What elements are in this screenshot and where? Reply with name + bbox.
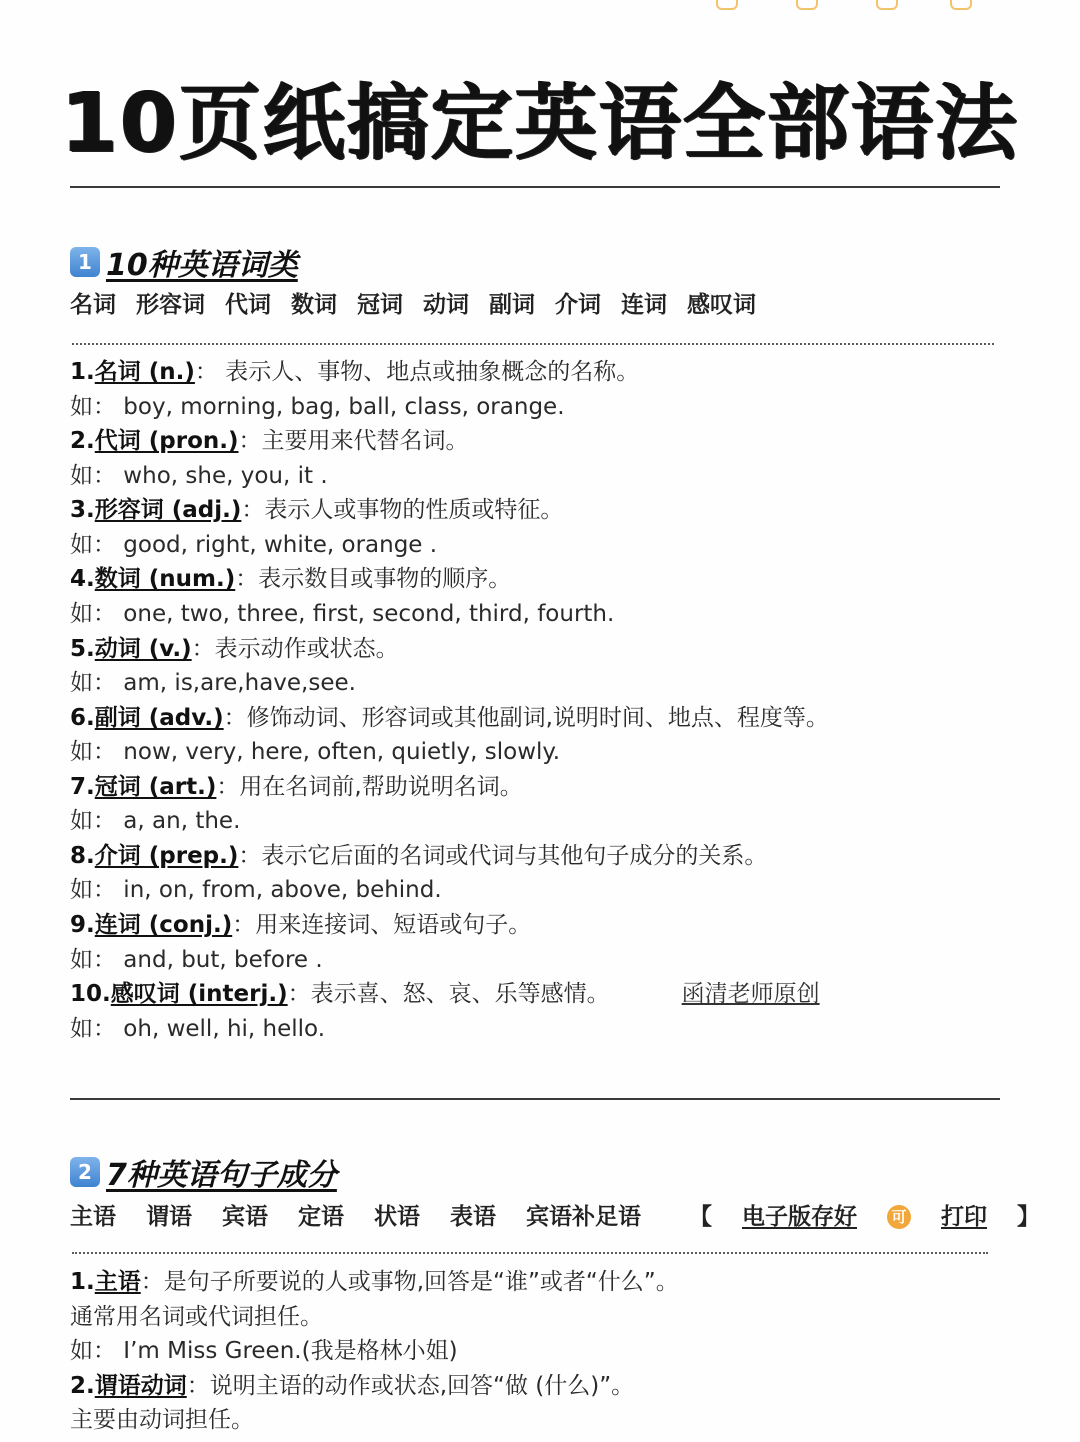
status-icon <box>876 0 898 10</box>
status-icon <box>950 0 972 10</box>
category-label: 代词 <box>225 291 271 318</box>
entry-example: 如： am, is,are,have,see. <box>70 670 356 696</box>
entry-definition: 1.主语：是句子所要说的人或事物,回答是“谁”或者“什么”。 <box>70 1269 679 1295</box>
category-label: 数词 <box>291 291 337 318</box>
entry-definition: 3.形容词 (adj.)：表示人或事物的性质或特征。 <box>70 497 564 523</box>
category-label: 介词 <box>555 291 601 318</box>
entry-example: 如： a, an, the. <box>70 808 241 834</box>
number-badge-icon: 1 <box>70 247 100 277</box>
category-label: 定语 <box>298 1203 344 1230</box>
entry-example: 如： who, she, you, it . <box>70 463 328 489</box>
author-signature: 函清老师原创 <box>681 981 820 1007</box>
page-title: 10页纸搞定英语全部语法 <box>60 76 1020 171</box>
dotted-divider <box>72 343 994 345</box>
category-label: 宾语 <box>222 1203 268 1230</box>
sentence-component-list <box>70 1197 1080 1231</box>
entry-example: 如： I’m Miss Green.(我是格林小姐) <box>70 1338 458 1364</box>
category-label: 主语 <box>70 1203 116 1230</box>
section-divider <box>70 1098 1000 1100</box>
word-class-list <box>70 285 776 319</box>
entry-definition: 1.名词 (n.)： 表示人、事物、地点或抽象概念的名称。 <box>70 359 640 385</box>
entry-definition: 2.代词 (pron.)：主要用来代替名词。 <box>70 428 469 454</box>
status-icon <box>796 0 818 10</box>
entry-example: 如： and, but, before . <box>70 947 323 973</box>
status-icon <box>716 0 738 10</box>
category-label: 动词 <box>423 291 469 318</box>
category-label: 副词 <box>489 291 535 318</box>
category-label: 宾语补足语 <box>526 1203 641 1230</box>
print-note: 【 电子版存好 可 打印 】 <box>689 1203 1040 1230</box>
entry-definition: 10.感叹词 (interj.)：表示喜、怒、哀、乐等感情。 函清老师原创 <box>70 981 820 1007</box>
entry-example: 如： good, right, white, orange . <box>70 532 438 558</box>
entry-definition: 4.数词 (num.)：表示数目或事物的顺序。 <box>70 566 512 592</box>
entry-definition: 9.连词 (conj.)：用来连接词、短语或句子。 <box>70 912 532 938</box>
category-label: 连词 <box>621 291 667 318</box>
section-1-header <box>70 242 298 282</box>
entry-definition: 5.动词 (v.)：表示动作或状态。 <box>70 636 399 662</box>
entry-example: 如： oh, well, hi, hello. <box>70 1016 326 1042</box>
entry-definition: 8.介词 (prep.)：表示它后面的名词或代词与其他句子成分的关系。 <box>70 843 768 869</box>
number-badge-icon: 2 <box>70 1157 100 1187</box>
category-label: 名词 <box>70 291 116 318</box>
category-label: 表语 <box>450 1203 496 1230</box>
entry-note: 通常用名词或代词担任。 <box>70 1304 323 1330</box>
entry-note: 主要由动词担任。 <box>70 1407 254 1433</box>
category-label: 感叹词 <box>687 291 756 318</box>
entry-definition: 6.副词 (adv.)：修饰动词、形容词或其他副词,说明时间、地点、程度等。 <box>70 705 829 731</box>
category-label: 形容词 <box>136 291 205 318</box>
section-2-header <box>70 1152 337 1192</box>
entry-definition: 7.冠词 (art.)：用在名词前,帮助说明名词。 <box>70 774 523 800</box>
top-status-strip <box>0 0 1080 8</box>
entry-example: 如： boy, morning, bag, ball, class, orange. <box>70 394 565 420</box>
category-label: 谓语 <box>146 1203 192 1230</box>
section-divider <box>70 186 1000 188</box>
entry-example: 如： one, two, three, first, second, third, fourth. <box>70 601 615 627</box>
category-label: 冠词 <box>357 291 403 318</box>
coin-icon: 可 <box>887 1205 911 1229</box>
entry-example: 如： in, on, from, above, behind. <box>70 877 442 903</box>
section-1-title: 10种英语词类 <box>106 248 298 283</box>
entry-definition: 2.谓语动词：说明主语的动作或状态,回答“做 (什么)”。 <box>70 1373 635 1399</box>
dotted-divider <box>72 1252 988 1254</box>
entry-example: 如： now, very, here, often, quietly, slowly. <box>70 739 561 765</box>
section-2-title: 7种英语句子成分 <box>106 1158 337 1193</box>
category-label: 状语 <box>374 1203 420 1230</box>
